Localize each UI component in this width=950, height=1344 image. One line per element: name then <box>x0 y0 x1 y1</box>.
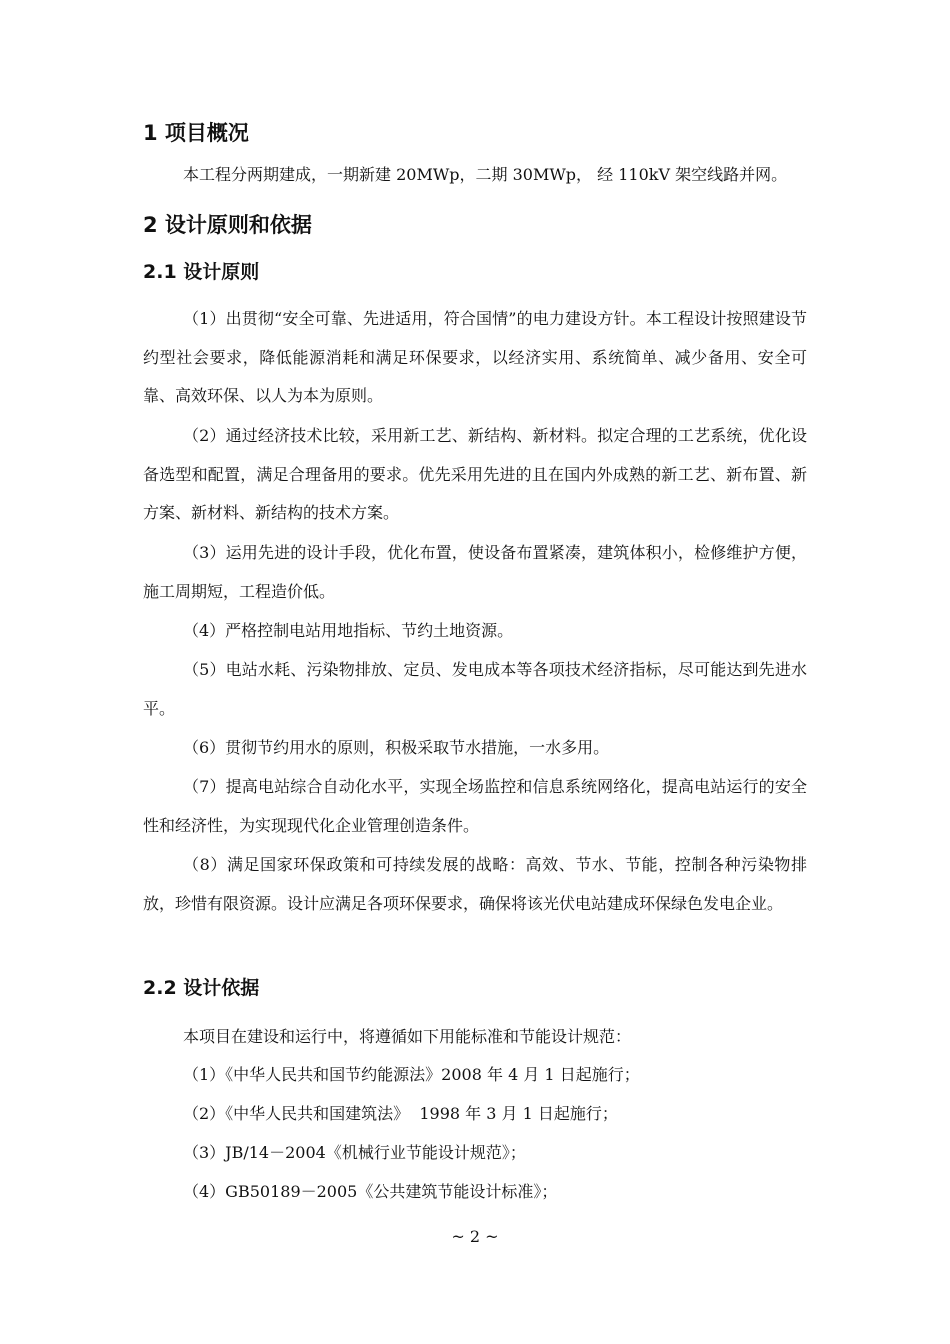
principle-paragraph: （6）贯彻节约用水的原则，积极采取节水措施，一水多用。 <box>183 738 610 757</box>
principle-paragraph: （7）提高电站综合自动化水平，实现全场监控和信息系统网络化，提高电站运行的安全性和经济性，为实现现代化企业管理创造条件。 <box>143 777 807 835</box>
page-number: ~ 2 ~ <box>451 1227 499 1246</box>
principle-paragraph: （5）电站水耗、污染物排放、定员、发电成本等各项技术经济指标，尽可能达到先进水平。 <box>143 660 807 718</box>
section-2-heading: 2 设计原则和依据 <box>143 213 312 237</box>
principle-paragraph: （1）出贯彻“安全可靠、先进适用，符合国情”的电力建设方针。本工程设计按照建设节约型社会要求，降低能源消耗和满足环保要求，以经济实用、系统简单、减少备用、安全可靠、高效环保、以人为本为原则。 <box>143 309 807 405</box>
section-2-2-heading: 2.2 设计依据 <box>143 977 260 999</box>
basis-item: （1）《中华人民共和国节约能源法》2008 年 4 月 1 日起施行； <box>183 1065 640 1084</box>
principle-paragraph: （4）严格控制电站用地指标、节约土地资源。 <box>183 621 514 640</box>
basis-item: （4）GB50189－2005《公共建筑节能设计标准》； <box>183 1182 558 1201</box>
principle-paragraph: （2）通过经济技术比较，采用新工艺、新结构、新材料。拟定合理的工艺系统，优化设备选型和配置，满足合理备用的要求。优先采用先进的且在国内外成熟的新工艺、新布置、新方案、新材料、新结构的技术方案。 <box>143 426 807 522</box>
section-2-1-heading: 2.1 设计原则 <box>143 261 260 283</box>
basis-item: （3）JB/14－2004《机械行业节能设计规范》； <box>183 1143 526 1162</box>
section-1-heading: 1 项目概况 <box>143 121 249 145</box>
basis-item: （2）《中华人民共和国建筑法》 1998 年 3 月 1 日起施行； <box>183 1104 618 1123</box>
principle-paragraph: （8）满足国家环保政策和可持续发展的战略：高效、节水、节能，控制各种污染物排放，珍惜有限资源。设计应满足各项环保要求，确保将该光伏电站建成环保绿色发电企业。 <box>143 855 807 913</box>
principle-paragraph: （3）运用先进的设计手段，优化布置，使设备布置紧凑，建筑体积小，检修维护方便，施工周期短，工程造价低。 <box>143 543 807 601</box>
section-1-paragraph: 本工程分两期建成，一期新建 20MWp，二期 30MWp， 经 110kV 架空线路并网。 <box>183 165 788 184</box>
basis-intro: 本项目在建设和运行中，将遵循如下用能标准和节能设计规范： <box>183 1027 632 1046</box>
